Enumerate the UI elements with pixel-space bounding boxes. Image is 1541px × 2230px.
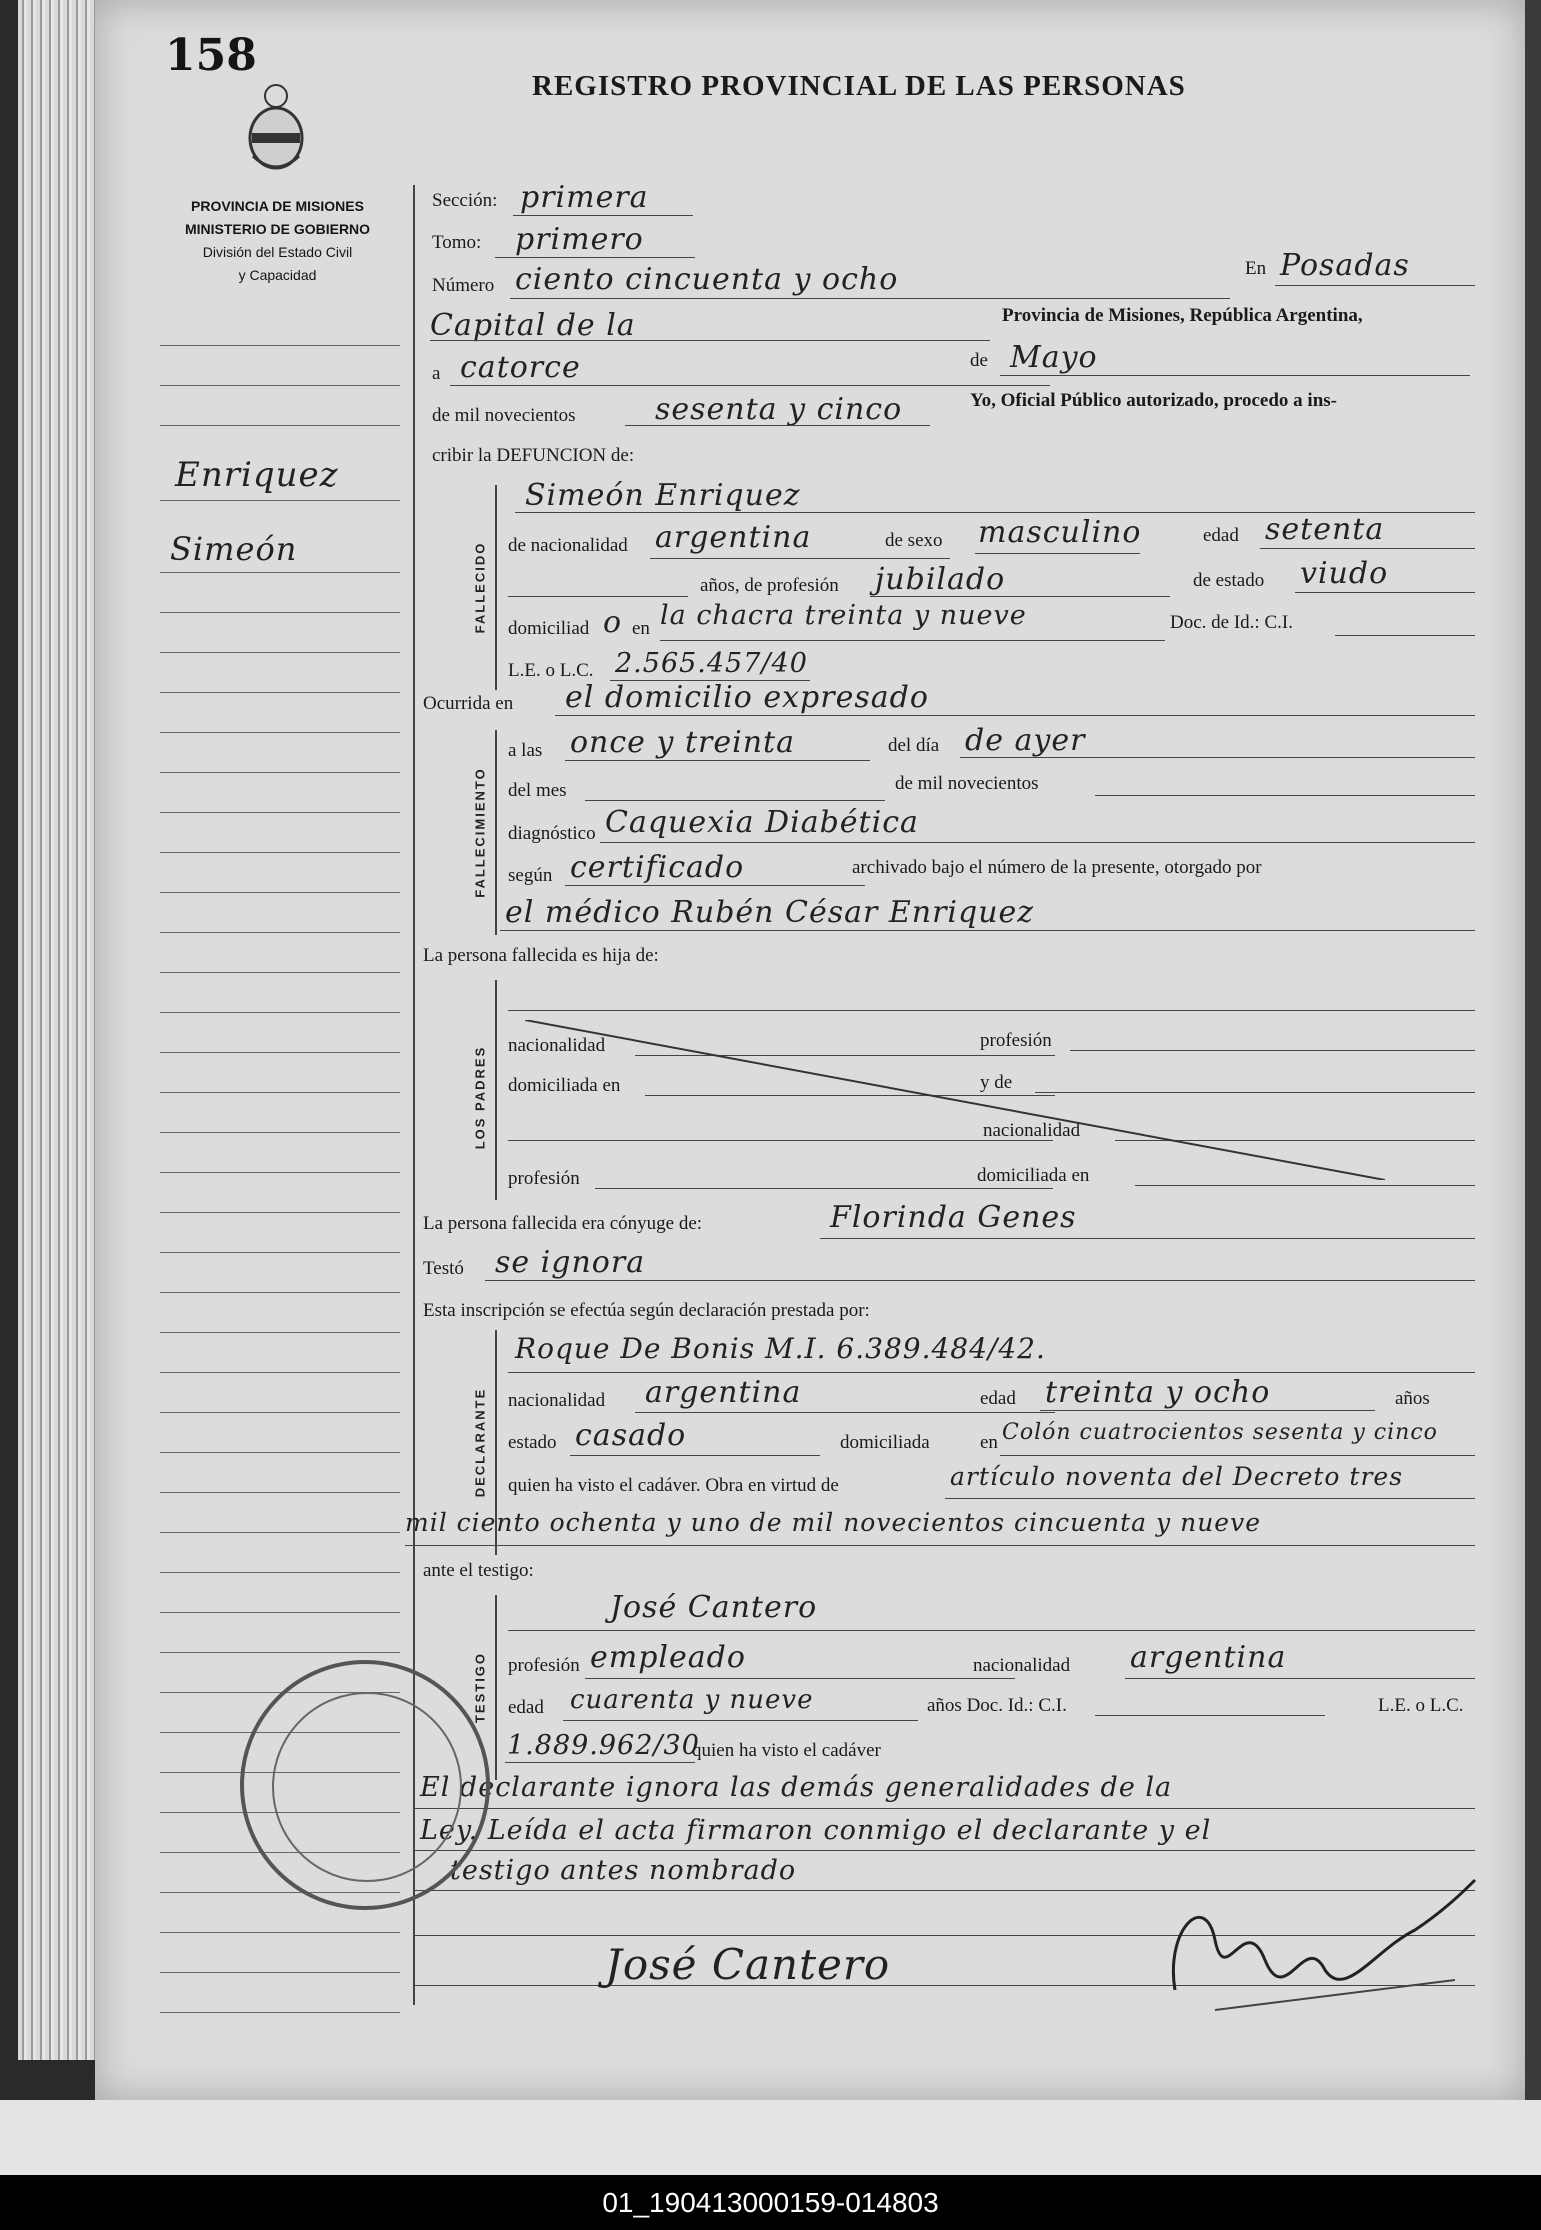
value-numero: ciento cincuenta y ocho xyxy=(515,262,899,297)
value-medico: el médico Rubén César Enriquez xyxy=(505,895,1035,930)
label-madre-nacionalidad: nacionalidad xyxy=(983,1120,1081,1141)
value-le-lc: 2.565.457/40 xyxy=(615,648,808,679)
book-spine-right xyxy=(1525,0,1541,2100)
value-decl-estado: casado xyxy=(575,1418,687,1453)
label-ocurrida: Ocurrida en xyxy=(423,693,514,714)
page-number: 158 xyxy=(165,30,257,81)
obs-line-1: El declarante ignora las demás generalidades de la xyxy=(420,1772,1173,1803)
label-edad: edad xyxy=(1203,525,1239,546)
label-quien-visto: quien ha visto el cadáver xyxy=(692,1740,881,1761)
label-test-edad: edad xyxy=(508,1697,544,1718)
page-below xyxy=(0,2100,1541,2175)
label-hija-de: La persona fallecida es hija de: xyxy=(423,945,659,966)
value-test-nacionalidad: argentina xyxy=(1130,1640,1287,1675)
label-tomo: Tomo: xyxy=(432,232,482,253)
label-padre-profesion: profesión xyxy=(980,1030,1052,1051)
label-de-mil: de mil novecientos xyxy=(432,405,576,426)
label-de: de xyxy=(970,350,988,371)
label-madre-domiciliada: domiciliada en xyxy=(977,1165,1090,1186)
margin-given-name: Simeón xyxy=(170,530,298,568)
label-provincia: Provincia de Misiones, República Argentina, xyxy=(1002,305,1363,326)
value-mes: Mayo xyxy=(1010,340,1098,375)
value-diagnostico: Caquexia Diabética xyxy=(605,805,919,840)
page-stack-edge xyxy=(18,0,98,2060)
value-test-profesion: empleado xyxy=(590,1640,746,1675)
value-declarante: Roque De Bonis M.I. 6.389.484/42. xyxy=(515,1332,1046,1365)
org-line-3: División del Estado Civil xyxy=(202,244,353,260)
label-decl-domiciliada: domiciliada xyxy=(840,1432,930,1453)
label-quien-ha-visto: quien ha visto el cadáver. Obra en virtud de xyxy=(508,1475,839,1496)
document-page xyxy=(95,0,1525,2100)
label-archivado: archivado bajo el número de la presente, otorgado por xyxy=(852,857,1262,878)
value-test-ci: 1.889.962/30 xyxy=(507,1730,700,1761)
label-en-domicilio: en xyxy=(632,618,650,639)
document-title: REGISTRO PROVINCIAL DE LAS PERSONAS xyxy=(532,70,1186,102)
label-anos-profesion: años, de profesión xyxy=(700,575,839,596)
value-domicilio: la chacra treinta y nueve xyxy=(660,600,1027,631)
value-seccion: primera xyxy=(520,180,649,215)
value-conyuge: Florinda Genes xyxy=(830,1200,1077,1235)
section-tag-fallecimiento: FALLECIMIENTO xyxy=(472,767,488,898)
signature-official-icon xyxy=(1155,1870,1485,2030)
label-doc-id: Doc. de Id.: C.I. xyxy=(1170,612,1293,633)
value-lugar: Posadas xyxy=(1280,248,1410,283)
label-madre-profesion: profesión xyxy=(508,1168,580,1189)
label-anos-doc: años Doc. Id.: C.I. xyxy=(927,1695,1067,1716)
value-decreto-1: artículo noventa del Decreto tres xyxy=(950,1462,1404,1491)
label-del-dia: del día xyxy=(888,735,940,756)
value-nacionalidad: argentina xyxy=(655,520,812,555)
label-domiciliad: domiciliad xyxy=(508,618,590,639)
margin-surname: Enriquez xyxy=(175,455,339,495)
label-cribir: cribir la DEFUNCION de: xyxy=(432,445,635,466)
label-en: En xyxy=(1245,258,1267,279)
section-tag-fallecido: FALLECIDO xyxy=(472,541,488,634)
value-testo: se ignora xyxy=(495,1245,646,1280)
label-yo-oficial: Yo, Oficial Público autorizado, procedo a ins- xyxy=(970,390,1337,411)
section-tag-testigo: TESTIGO xyxy=(472,1651,488,1724)
obs-line-2: Ley. Leída el acta firmaron conmigo el declarante y el xyxy=(420,1815,1212,1846)
label-conyuge: La persona fallecida era cónyuge de: xyxy=(423,1213,703,1234)
label-padre-nacionalidad: nacionalidad xyxy=(508,1035,606,1056)
signature-testigo: José Cantero xyxy=(605,1940,891,1989)
value-decl-edad: treinta y ocho xyxy=(1045,1375,1271,1410)
label-decl-en: en xyxy=(980,1432,998,1453)
value-nombre: Simeón Enriquez xyxy=(525,478,801,513)
label-segun: según xyxy=(508,865,553,886)
label-de-sexo: de sexo xyxy=(885,530,943,551)
value-hora: once y treinta xyxy=(570,725,795,760)
value-edad: setenta xyxy=(1265,512,1385,547)
value-segun: certificado xyxy=(570,850,745,885)
coat-of-arms-icon xyxy=(243,78,309,174)
value-tomo: primero xyxy=(515,222,644,257)
value-dia: catorce xyxy=(460,350,581,385)
label-test-nacionalidad: nacionalidad xyxy=(973,1655,1071,1676)
value-del-dia: de ayer xyxy=(965,723,1086,758)
value-decl-domicilio: Colón cuatrocientos sesenta y cinco xyxy=(1002,1420,1438,1445)
org-line-2: MINISTERIO DE GOBIERNO xyxy=(184,221,371,237)
label-decl-estado: estado xyxy=(508,1432,557,1453)
label-de-estado: de estado xyxy=(1193,570,1265,591)
label-decl-anos: años xyxy=(1395,1388,1430,1409)
section-tag-los-padres: LOS PADRES xyxy=(472,1045,488,1150)
label-le-lc: L.E. o L.C. xyxy=(508,660,594,681)
value-test-edad: cuarenta y nueve xyxy=(570,1685,814,1715)
section-tag-declarante: DECLARANTE xyxy=(472,1387,488,1498)
strike-line-icon xyxy=(525,1020,1385,1180)
label-testo: Testó xyxy=(423,1258,464,1279)
value-profesion: jubilado xyxy=(875,562,1006,597)
label-ante-testigo: ante el testigo: xyxy=(423,1560,534,1581)
org-line-4: y Capacidad xyxy=(238,267,317,283)
value-capital: Capital de la xyxy=(430,308,636,343)
label-test-le-lc: L.E. o L.C. xyxy=(1378,1695,1464,1716)
label-padre-domiciliada: domiciliada en xyxy=(508,1075,621,1096)
org-block xyxy=(155,195,400,287)
label-seccion: Sección: xyxy=(432,190,498,211)
value-domicilio-letra: o xyxy=(603,605,623,640)
label-a: a xyxy=(432,363,441,384)
value-testigo: José Cantero xyxy=(610,1590,818,1625)
label-a-las: a las xyxy=(508,740,543,761)
label-decl-nacionalidad: nacionalidad xyxy=(508,1390,606,1411)
official-seal-icon xyxy=(240,1660,490,1910)
label-test-profesion: profesión xyxy=(508,1655,580,1676)
label-del-mes: del mes xyxy=(508,780,567,801)
value-decl-nacionalidad: argentina xyxy=(645,1375,802,1410)
label-decl-edad: edad xyxy=(980,1388,1016,1409)
value-ocurrida: el domicilio expresado xyxy=(565,680,929,715)
label-diagnostico: diagnóstico xyxy=(508,823,596,844)
image-footer-id: 01_190413000159-014803 xyxy=(0,2175,1541,2230)
org-line-1: PROVINCIA DE MISIONES xyxy=(191,198,364,214)
value-estado: viudo xyxy=(1300,556,1389,591)
obs-line-3: testigo antes nombrado xyxy=(450,1855,797,1886)
label-de-mil-nov: de mil novecientos xyxy=(895,773,1039,794)
value-decreto-2: mil ciento ochenta y uno de mil novecientos cincuenta y nueve xyxy=(405,1508,1262,1537)
label-numero: Número xyxy=(432,275,495,296)
label-nacionalidad-de: de nacionalidad xyxy=(508,535,628,556)
value-anio: sesenta y cinco xyxy=(655,392,903,427)
label-inscripcion: Esta inscripción se efectúa según declaración prestada por: xyxy=(423,1300,870,1321)
value-sexo: masculino xyxy=(978,515,1142,550)
label-y-de: y de xyxy=(980,1072,1013,1093)
